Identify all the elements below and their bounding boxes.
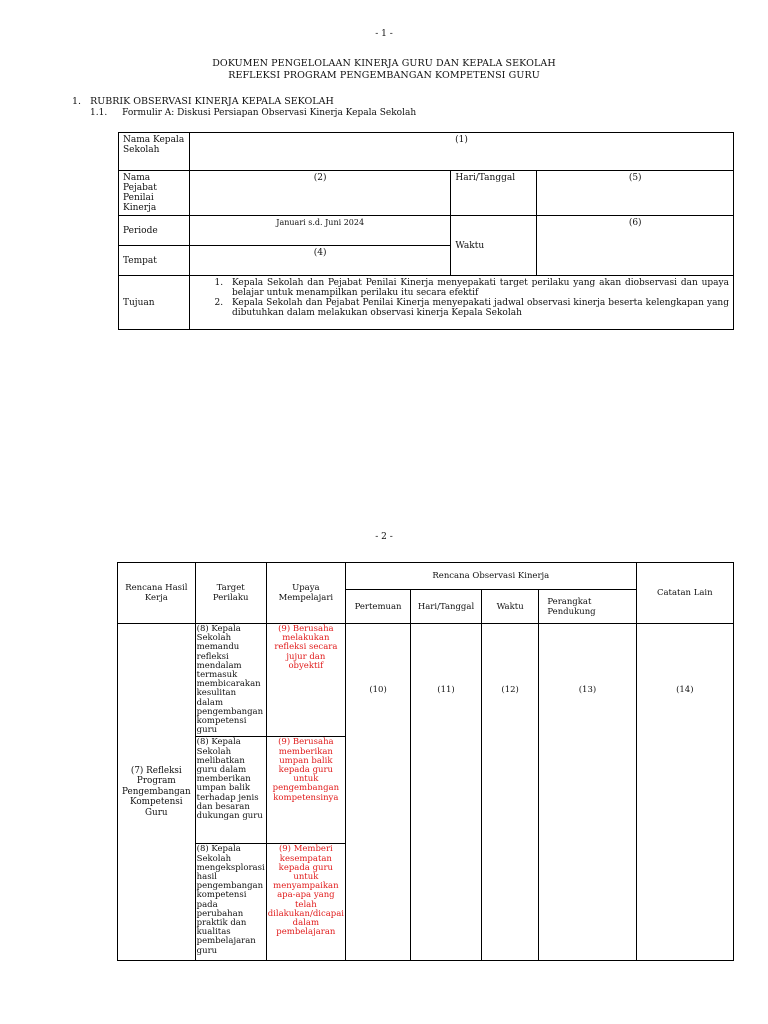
header-target: Target Perilaku <box>195 563 266 624</box>
header-waktu: Waktu <box>481 590 538 624</box>
nama-label: Nama Kepala Sekolah <box>119 133 190 171</box>
subsection-title: Formulir A: Diskusi Persiapan Observasi Kinerja Kepala Sekolah <box>122 108 417 118</box>
tujuan-value <box>189 276 733 330</box>
hari-value-2: (11) <box>411 624 482 961</box>
target-cell: (8) Kepala Sekolah mengeksplorasi hasil pengembangan kompetensi pada perubahan praktik dan kualitas pembelajaran guru <box>195 844 266 961</box>
tujuan-list <box>194 278 729 318</box>
pejabat-label: Nama Pejabat Penilai Kinerja <box>119 171 190 216</box>
waktu-value: (6) <box>537 216 734 276</box>
document-title-line-1: DOKUMEN PENGELOLAAN KINERJA GURU DAN KEPALA SEKOLAH <box>212 58 556 69</box>
section-heading <box>72 96 334 107</box>
page-number-1: - 1 - <box>375 29 393 39</box>
hari-label: Hari/Tanggal <box>451 171 537 216</box>
tujuan-item: 2. Kepala Sekolah dan Pejabat Penilai Kinerja menyepakati jadwal observasi kinerja beserta kelengkapan yang dibutuhkan dalam melakukan observasi kinerja Kepala Sekolah <box>226 298 729 318</box>
row-tujuan <box>119 276 734 330</box>
upaya-cell: (9) Memberi kesempatan kepada guru untuk menyampaikan apa-apa yang telah dilakukan/dicapai dalam pembelajaran <box>266 844 345 961</box>
header-catatan: Catatan Lain <box>636 563 733 624</box>
document-title-line-2: REFLEKSI PROGRAM PENGEMBANGAN KOMPETENSI GURU <box>228 70 540 81</box>
observation-plan-table <box>117 562 734 961</box>
pejabat-value: (2) <box>189 171 450 216</box>
target-cell: (8) Kepala Sekolah melibatkan guru dalam memberikan umpan balik terhadap jenis dan besaran dukungan guru <box>195 737 266 844</box>
waktu-label: Waktu <box>451 216 537 276</box>
section-number: 1. <box>72 96 82 107</box>
header-row-1 <box>118 563 734 590</box>
upaya-cell: (9) Berusaha melakukan refleksi secara jujur dan obyektif <box>266 624 345 737</box>
tempat-label: Tempat <box>119 246 190 276</box>
nama-value: (1) <box>189 133 733 171</box>
perangkat-value: (13) <box>539 624 636 961</box>
hari-value: (5) <box>537 171 734 216</box>
row-pejabat <box>119 171 734 216</box>
pertemuan-value: (10) <box>346 624 411 961</box>
header-pertemuan: Pertemuan <box>346 590 411 624</box>
row-periode <box>119 216 734 246</box>
periode-value: Januari s.d. Juni 2024 <box>189 216 450 246</box>
subsection-heading <box>90 108 416 118</box>
page-number-2: - 2 - <box>375 532 393 542</box>
header-hari: Hari/Tanggal <box>411 590 482 624</box>
header-perangkat: Perangkat Pendukung <box>539 590 636 624</box>
row-nama <box>119 133 734 171</box>
periode-label: Periode <box>119 216 190 246</box>
tempat-value: (4) <box>189 246 450 276</box>
rencana-value: (7) Refleksi Program Pengembangan Kompetensi Guru <box>118 624 196 961</box>
header-rencana-hasil: Rencana Hasil Kerja <box>118 563 196 624</box>
catatan-value: (14) <box>636 624 733 961</box>
document-title <box>0 58 768 82</box>
upaya-cell: (9) Berusaha memberikan umpan balik kepada guru untuk pengembangan kompetensinya <box>266 737 345 844</box>
tujuan-label: Tujuan <box>119 276 190 330</box>
target-cell: (8) Kepala Sekolah memandu refleksi mendalam termasuk membicarakan kesulitan dalam pengembangan kompetensi guru <box>195 624 266 737</box>
header-rencana-observasi: Rencana Observasi Kinerja <box>346 563 637 590</box>
table-row <box>118 624 734 737</box>
section-title: RUBRIK OBSERVASI KINERJA KEPALA SEKOLAH <box>90 96 334 107</box>
header-upaya: Upaya Mempelajari <box>266 563 345 624</box>
waktu-value-2: (12) <box>481 624 538 961</box>
form-a-table <box>118 132 734 330</box>
subsection-number: 1.1. <box>90 108 108 118</box>
tujuan-item: 1. Kepala Sekolah dan Pejabat Penilai Kinerja menyepakati target perilaku yang akan diobservasi dan upaya belajar untuk menampilkan perilaku itu secara efektif <box>226 278 729 298</box>
